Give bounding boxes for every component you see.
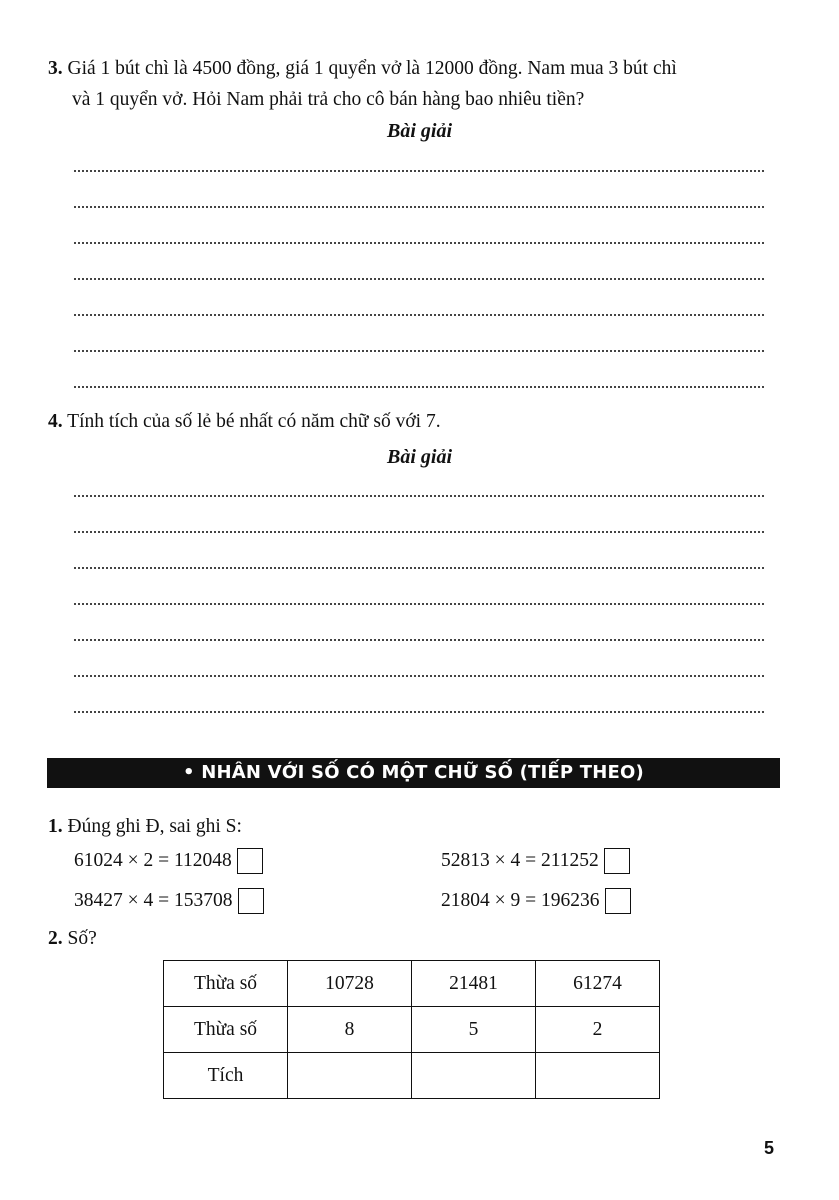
exercise-2-text: Số? xyxy=(67,928,97,949)
problem-3-text-line2: và 1 quyển vở. Hỏi Nam phải trả cho cô bán hàng bao nhiêu tiền? xyxy=(72,89,585,110)
answer-line[interactable] xyxy=(74,711,764,713)
table-cell: 5 xyxy=(412,1007,536,1053)
answer-line[interactable] xyxy=(74,639,764,641)
problem-3-text-line1: Giá 1 bút chì là 4500 đồng, giá 1 quyển vở là 12000 đồng. Nam mua 3 bút chì xyxy=(67,58,677,79)
equation-text: 38427 × 4 = 153708 xyxy=(74,890,233,911)
table-cell: 61274 xyxy=(536,961,660,1007)
equation-text: 52813 × 4 = 211252 xyxy=(441,850,599,871)
problem-3-solution-title: Bài giải xyxy=(386,120,452,142)
table-cell: Tích xyxy=(164,1053,288,1099)
table-cell: 10728 xyxy=(288,961,412,1007)
answer-line[interactable] xyxy=(74,567,764,569)
answer-cell[interactable] xyxy=(412,1053,536,1099)
table-row xyxy=(164,961,660,1007)
table-cell: 2 xyxy=(536,1007,660,1053)
page-number: 5 xyxy=(764,1138,775,1158)
answer-line[interactable] xyxy=(74,386,764,388)
equation-text: 61024 × 2 = 112048 xyxy=(74,850,232,871)
answer-box[interactable] xyxy=(238,888,264,914)
answer-line[interactable] xyxy=(74,242,764,244)
table-cell: Thừa số xyxy=(164,1007,288,1053)
table-cell: 8 xyxy=(288,1007,412,1053)
problem-4 xyxy=(48,406,778,437)
problem-4-number: 4. xyxy=(48,411,63,432)
answer-line[interactable] xyxy=(74,495,764,497)
answer-line[interactable] xyxy=(74,206,764,208)
answer-line[interactable] xyxy=(74,603,764,605)
problem-4-solution-title: Bài giải xyxy=(386,446,452,468)
answer-box[interactable] xyxy=(237,848,263,874)
exercise-1-heading xyxy=(48,816,242,838)
answer-line[interactable] xyxy=(74,675,764,677)
table-row xyxy=(164,1007,660,1053)
problem-4-text: Tính tích của số lẻ bé nhất có năm chữ số với 7. xyxy=(67,411,441,432)
answer-box[interactable] xyxy=(605,888,631,914)
section-title-bar: • NHÂN VỚI SỐ CÓ MỘT CHỮ SỐ (TIẾP THEO) xyxy=(47,758,780,788)
exercise-2-number: 2. xyxy=(48,928,63,949)
equation-row xyxy=(74,848,263,874)
product-table xyxy=(163,960,660,1099)
equation-row xyxy=(74,888,264,914)
equation-row xyxy=(441,888,631,914)
table-cell: Thừa số xyxy=(164,961,288,1007)
equation-row xyxy=(441,848,630,874)
answer-line[interactable] xyxy=(74,314,764,316)
answer-box[interactable] xyxy=(604,848,630,874)
answer-line[interactable] xyxy=(74,350,764,352)
answer-line[interactable] xyxy=(74,278,764,280)
answer-cell[interactable] xyxy=(536,1053,660,1099)
exercise-1-text: Đúng ghi Đ, sai ghi S: xyxy=(67,816,242,837)
answer-line[interactable] xyxy=(74,170,764,172)
problem-3 xyxy=(48,53,778,115)
answer-line[interactable] xyxy=(74,531,764,533)
table-cell: 21481 xyxy=(412,961,536,1007)
equation-text: 21804 × 9 = 196236 xyxy=(441,890,600,911)
problem-3-number: 3. xyxy=(48,58,63,79)
answer-cell[interactable] xyxy=(288,1053,412,1099)
exercise-2-heading xyxy=(48,928,97,950)
exercise-1-number: 1. xyxy=(48,816,63,837)
table-row xyxy=(164,1053,660,1099)
